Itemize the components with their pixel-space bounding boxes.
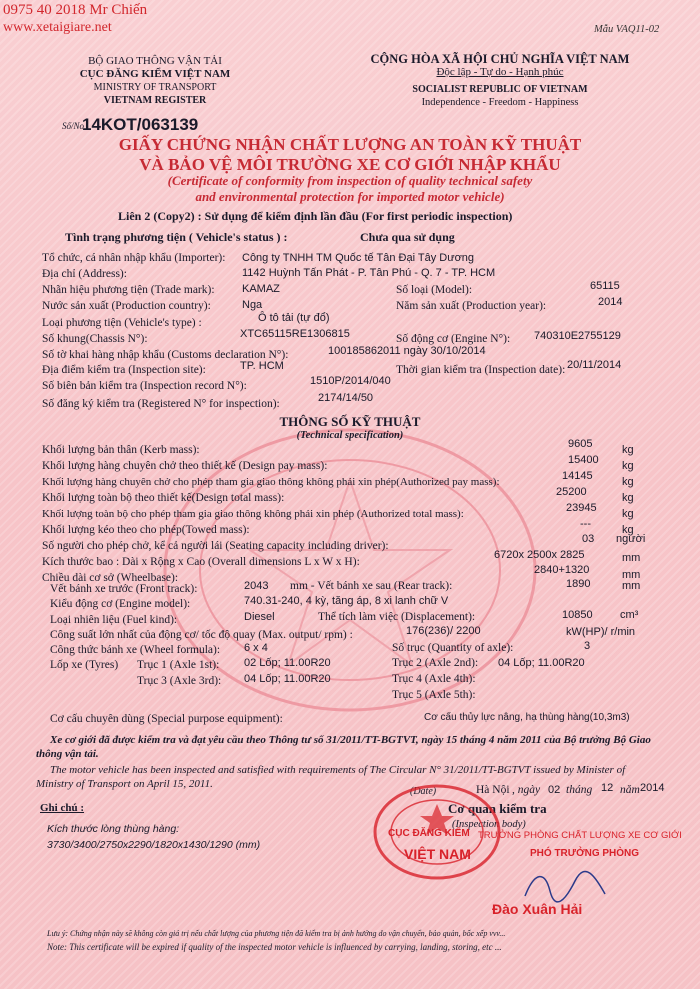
inspection-site-label: Địa điểm kiểm tra (Inspection site): bbox=[42, 364, 206, 376]
track-unit: mm bbox=[622, 580, 641, 592]
spec-header-vn: THÔNG SỐ KỸ THUẬT bbox=[279, 414, 421, 429]
design-pay-value: 15400 bbox=[568, 454, 599, 466]
register-vn: CỤC ĐĂNG KIỂM VIỆT NAM bbox=[79, 68, 231, 80]
engine-no-label: Số động cơ (Engine N°): bbox=[396, 333, 511, 345]
axle3-label: Trục 3 (Axle 3rd): bbox=[137, 675, 222, 687]
title-line-2: VÀ BẢO VỆ MÔI TRƯỜNG XE CƠ GIỚI NHẬP KHẨU bbox=[139, 155, 561, 174]
seating-value: 03 bbox=[582, 533, 595, 545]
serial-number: 14KOT/063139 bbox=[82, 115, 199, 134]
signature bbox=[520, 866, 610, 906]
wheel-formula-value: 6 x 4 bbox=[244, 642, 268, 654]
displacement-unit: cm³ bbox=[620, 609, 639, 621]
inspection-record-label: Số biên bản kiểm tra (Inspection record N°): bbox=[42, 380, 247, 392]
design-pay-unit: kg bbox=[622, 460, 634, 472]
motto-vn: Độc lập - Tự do - Hạnh phúc bbox=[436, 66, 564, 78]
stamp-org: CỤC ĐĂNG KIỂM bbox=[388, 828, 470, 839]
inspection-date-label: Thời gian kiểm tra (Inspection date): bbox=[396, 364, 566, 376]
date-year: 2014 bbox=[640, 782, 665, 794]
notes-title: Ghi chú : bbox=[40, 802, 85, 814]
fuel-label: Loại nhiên liệu (Fuel kind): bbox=[50, 614, 178, 626]
republic-en: SOCIALIST REPUBLIC OF VIETNAM bbox=[412, 84, 588, 95]
power-value: 176(236)/ 2200 bbox=[406, 625, 481, 637]
axle-qty-label: Số trục (Quantity of axle): bbox=[392, 642, 514, 654]
header-left bbox=[50, 55, 260, 107]
stamp-country: VIỆT NAM bbox=[404, 846, 471, 862]
dimensions-unit: mm bbox=[622, 552, 641, 564]
top-phone: 0975 40 2018 Mr Chiến bbox=[3, 2, 148, 18]
country-value: Nga bbox=[242, 299, 263, 311]
date-month-label: tháng bbox=[566, 784, 593, 796]
axle2-label: Trục 2 (Axle 2nd): bbox=[392, 657, 479, 669]
date-day-label: , ngày bbox=[512, 784, 541, 796]
engine-model-value: 740.31-240, 4 kỳ, tăng áp, 8 xi lanh chữ V bbox=[244, 595, 449, 607]
auth-total-label: Khối lượng toàn bộ cho phép tham gia giao thông không phải xin phép (Authorized total mass): bbox=[42, 508, 464, 520]
design-total-value: 25200 bbox=[556, 486, 587, 498]
axle1-value: 02 Lốp; 11.00R20 bbox=[244, 657, 331, 669]
republic-vn: CỘNG HÒA XÃ HỘI CHỦ NGHĨA VIỆT NAM bbox=[370, 52, 630, 66]
importer-label: Tổ chức, cá nhân nhập khẩu (Importer): bbox=[42, 252, 226, 264]
engine-no-value: 740310E2755129 bbox=[534, 330, 621, 342]
wheelbase-label: Chiều dài cơ sở (Wheelbase): bbox=[42, 572, 179, 584]
notes-line-1: Kích thước lòng thùng hàng: bbox=[47, 823, 180, 835]
wheelbase-unit: mm bbox=[622, 569, 641, 581]
footnote-en: Note: This certificate will be expired if quality of the inspected motor vehicle is influenced by carrying, landing, storing, etc ... bbox=[47, 942, 502, 952]
design-total-unit: kg bbox=[622, 492, 634, 504]
motto-en: Independence - Freedom - Happiness bbox=[421, 97, 579, 108]
trade-mark-value: KAMAZ bbox=[242, 283, 280, 295]
date-year-label: năm bbox=[620, 784, 640, 796]
position-title: PHÓ TRƯỞNG PHÒNG bbox=[530, 848, 640, 859]
rear-track-value: 1890 bbox=[566, 578, 591, 590]
importer-value: Công ty TNHH TM Quốc tế Tân Đại Tây Dương bbox=[242, 252, 475, 264]
chassis-label: Số khung(Chassis N°): bbox=[42, 333, 148, 345]
notes-line-2: 3730/3400/2750x2290/1820x1430/1290 (mm) bbox=[47, 839, 261, 851]
axle4-label: Trục 4 (Axle 4th): bbox=[392, 673, 476, 685]
title-line-4: and environmental protection for imported motor vehicle) bbox=[195, 189, 505, 204]
auth-total-unit: kg bbox=[622, 508, 634, 520]
top-website[interactable]: www.xetaigiare.net bbox=[3, 20, 112, 35]
special-label: Cơ cấu chuyên dùng (Special purpose equipment): bbox=[50, 713, 283, 725]
spec-header bbox=[0, 414, 700, 441]
registered-label: Số đăng ký kiểm tra (Registered N° for inspection): bbox=[42, 398, 280, 410]
conformity-en: The motor vehicle has been inspected and satisfied with requirements of The Circular N° 31/2011/TT-BGTVT issued by Minister of Ministry of Transport on April 15, 2011. bbox=[36, 764, 626, 790]
customs-label: Số tờ khai hàng nhập khẩu (Customs declaration N°): bbox=[42, 349, 289, 361]
vehicle-type-value: Ô tô tải (tự đổ) bbox=[258, 312, 330, 324]
design-total-label: Khối lượng toàn bộ theo thiết kế(Design total mass): bbox=[42, 492, 285, 504]
auth-total-value: 23945 bbox=[566, 502, 597, 514]
date-day: 02 bbox=[548, 784, 561, 796]
model-label: Số loại (Model): bbox=[396, 284, 473, 296]
inspection-site-value: TP. HCM bbox=[240, 360, 284, 372]
inspection-record-value: 1510P/2014/040 bbox=[310, 375, 391, 387]
design-pay-label: Khối lượng hàng chuyên chở theo thiết kế (Design pay mass): bbox=[42, 460, 328, 472]
axle5-label: Trục 5 (Axle 5th): bbox=[392, 689, 476, 701]
year-value: 2014 bbox=[598, 296, 623, 308]
model-value: 65115 bbox=[590, 280, 620, 292]
customs-value: 100185862011 ngày 30/10/2014 bbox=[328, 345, 486, 357]
serial-label: Số/No bbox=[62, 121, 85, 131]
spec-header-en: (Technical specification) bbox=[296, 430, 404, 441]
inspection-date-value: 20/11/2014 bbox=[567, 359, 622, 371]
front-track-label: Vết bánh xe trước (Front track): bbox=[50, 583, 198, 595]
towed-unit: kg bbox=[622, 524, 634, 536]
axle2-value: 04 Lốp; 11.00R20 bbox=[498, 657, 585, 669]
auth-pay-value: 14145 bbox=[562, 470, 593, 482]
wheel-formula-label: Công thức bánh xe (Wheel formula): bbox=[50, 644, 221, 656]
towed-label: Khối lượng kéo theo cho phép(Towed mass): bbox=[42, 524, 250, 536]
title-line-1: GIẤY CHỨNG NHẬN CHẤT LƯỢNG AN TOÀN KỸ THUẬT bbox=[118, 135, 582, 154]
power-unit: kW(HP)/ r/min bbox=[566, 626, 636, 638]
register-en: VIETNAM REGISTER bbox=[103, 95, 207, 106]
status-label: Tình trạng phương tiện ( Vehicle's status ) : bbox=[65, 230, 288, 244]
kerb-mass-unit: kg bbox=[622, 444, 634, 456]
chassis-value: XTC65115RE1306815 bbox=[240, 328, 350, 340]
fuel-value: Diesel bbox=[244, 611, 275, 623]
date-place: Hà Nội bbox=[476, 784, 510, 796]
auth-pay-label: Khối lượng hàng chuyên chở cho phép tham gia giao thông không phải xin phép(Authorized pay mass): bbox=[42, 476, 500, 488]
authority-title: Cơ quan kiểm tra bbox=[448, 801, 547, 816]
axle-qty-value: 3 bbox=[584, 640, 591, 652]
dimensions-label: Kích thước bao : Dài x Rộng x Cao (Overall dimensions L x W x H): bbox=[42, 556, 360, 568]
seating-label: Số người cho phép chở, kể cả người lái (Seating capacity including driver): bbox=[42, 540, 389, 552]
displacement-label: Thể tích làm việc (Displacement): bbox=[318, 611, 476, 623]
dept-title: TRƯỞNG PHÒNG CHẤT LƯỢNG XE CƠ GIỚI bbox=[478, 830, 682, 841]
status-value: Chưa qua sử dụng bbox=[360, 230, 455, 244]
copy-line: Liên 2 (Copy2) : Sử dụng để kiểm định lần đầu (For first periodic inspection) bbox=[118, 209, 513, 223]
signer-name: Đào Xuân Hải bbox=[492, 901, 583, 917]
header-right bbox=[350, 53, 650, 109]
special-value: Cơ cấu thủy lực nâng, hạ thùng hàng(10,3m3) bbox=[424, 712, 630, 723]
axle3-value: 04 Lốp; 11.00R20 bbox=[244, 673, 331, 685]
form-code: Mẫu VAQ11-02 bbox=[594, 24, 660, 35]
towed-value: --- bbox=[580, 518, 591, 530]
auth-pay-unit: kg bbox=[622, 476, 634, 488]
engine-model-label: Kiểu động cơ (Engine model): bbox=[50, 598, 191, 610]
address-label: Địa chỉ (Address): bbox=[42, 268, 127, 280]
footnote-vn: Lưu ý: Chứng nhận này sẽ không còn giá trị nếu chất lượng của phương tiện đã kiểm tra bị ảnh hưởng do vận chuyển, bảo quản, bốc xếp vvv... bbox=[47, 929, 506, 938]
axle1-label: Trục 1 (Axle 1st): bbox=[137, 659, 220, 671]
ministry-en: MINISTRY OF TRANSPORT bbox=[93, 82, 217, 93]
wheelbase-value: 2840+1320 bbox=[534, 564, 590, 576]
kerb-mass-label: Khối lượng bản thân (Kerb mass): bbox=[42, 444, 200, 456]
address-value: 1142 Huỳnh Tấn Phát - P. Tân Phú - Q. 7 - TP. HCM bbox=[242, 267, 496, 279]
trade-mark-label: Nhãn hiệu phương tiện (Trade mark): bbox=[42, 284, 215, 296]
title-line-3: (Certificate of conformity from inspection of quality technical safety bbox=[167, 173, 533, 188]
country-label: Nước sản xuất (Production country): bbox=[42, 300, 211, 312]
kerb-mass-value: 9605 bbox=[568, 438, 593, 450]
dimensions-value: 6720x 2500x 2825 bbox=[494, 549, 585, 561]
registered-value: 2174/14/50 bbox=[318, 392, 374, 404]
authority-subtitle: (Inspection body) bbox=[452, 819, 526, 830]
front-track-value: 2043 bbox=[244, 580, 269, 592]
rear-track-label: mm - Vết bánh xe sau (Rear track): bbox=[290, 580, 453, 592]
ministry-vn: BỘ GIAO THÔNG VẬN TẢI bbox=[88, 55, 222, 67]
power-label: Công suất lớn nhất của động cơ/ tốc độ quay (Max. output/ rpm) : bbox=[50, 629, 353, 641]
displacement-value: 10850 bbox=[562, 609, 593, 621]
seating-unit: người bbox=[616, 533, 646, 545]
vehicle-type-label: Loại phương tiện (Vehicle's type) : bbox=[42, 317, 202, 329]
date-prefix: (Date) bbox=[410, 786, 437, 797]
date-month: 12 bbox=[601, 782, 614, 794]
tyres-label: Lốp xe (Tyres) bbox=[50, 659, 119, 671]
year-label: Năm sản xuất (Production year): bbox=[396, 300, 547, 312]
conformity-vn: Xe cơ giới đã được kiểm tra và đạt yêu cầu theo Thông tư số 31/2011/TT-BGTVT, ngày 15 tháng 4 năm 2011 của Bộ trưởng Bộ Giao thông vận tải. bbox=[36, 734, 651, 760]
